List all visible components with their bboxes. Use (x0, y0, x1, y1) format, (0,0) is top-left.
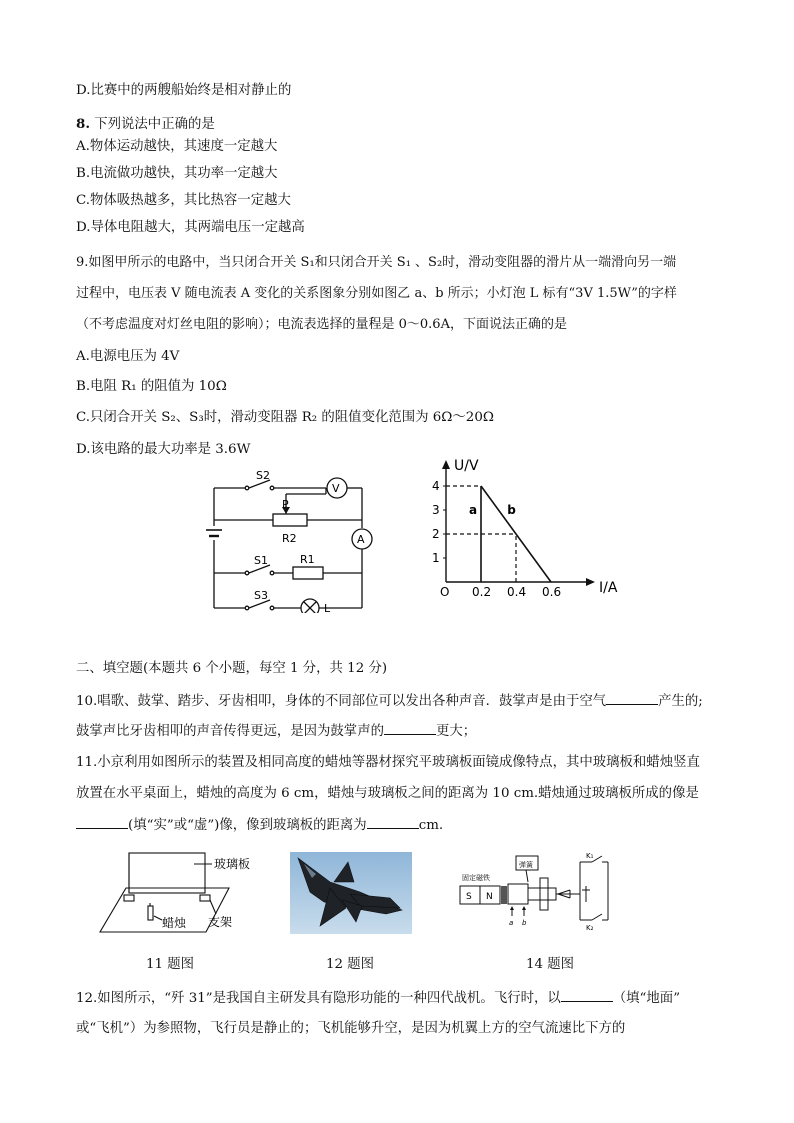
q8-stem-text: 下列说法中正确的是 (89, 117, 215, 132)
q11-line3-b: cm. (418, 818, 444, 833)
q9-option-b: B.电阻 R₁ 的阻值为 10Ω (76, 379, 227, 394)
fig14-caption: 14 题图 (526, 957, 575, 972)
fig14-a-label: a (509, 919, 514, 927)
fig12-caption: 12 题图 (326, 957, 375, 972)
q9-option-d: D.该电路的最大功率是 3.6W (76, 442, 251, 457)
fig14-spring-label: 弹簧 (519, 861, 533, 869)
fig12-fighter-jet-photo (290, 852, 412, 934)
q12-blank-1[interactable] (561, 989, 613, 1002)
q9-option-c: C.只闭合开关 S₂、S₃时，滑动变阻器 R₂ 的阻值变化范围为 6Ω～20Ω (76, 410, 494, 425)
fig11-glass-label: 玻璃板 (214, 857, 251, 871)
label-r2: R2 (282, 532, 297, 545)
q9-stem-line3: （不考虑温度对灯丝电阻的影响）；电流表选择的量程是 0～0.6A，下面说法正确的是 (76, 317, 567, 332)
x-tick-label-0.4: 0.4 (507, 585, 527, 599)
y-tick-label-4: 4 (432, 479, 440, 493)
fig14-n-label: N (486, 892, 493, 902)
circuit-diagram (200, 468, 375, 613)
label-s2: S2 (256, 469, 270, 482)
label-v: V (332, 482, 340, 495)
q11-line1: 11.小京利用如图所示的装置及相同高度的蜡烛等器材探究平玻璃板面镜成像特点，其中玻璃板和蜡烛竖直 (76, 755, 700, 770)
q11-line3-a: (填“实”或“虚”)像，像到玻璃板的距离为 (128, 818, 367, 833)
fig14-k1-label: K₁ (586, 852, 594, 860)
q10-line2-b: 更大； (435, 724, 477, 739)
y-axis-arrow (442, 460, 450, 469)
q10-line1-a: 10.唱歌、鼓掌、踏步、牙齿相叩，身体的不同部位可以发出各种声音．鼓掌声是由于空气 (76, 694, 607, 709)
fig14-s-label: S (466, 892, 472, 902)
y-tick-label-2: 2 (432, 527, 440, 541)
q11-line3 (76, 816, 443, 835)
label-p: P (282, 498, 289, 511)
q12-line1-b: （填“地面” (612, 991, 681, 1006)
fig11-stand-label: 支架 (208, 915, 233, 929)
x-axis-label: I/A (599, 580, 618, 596)
u-i-chart (420, 452, 620, 602)
label-r1: R1 (300, 553, 315, 566)
q8-option-c: C.物体吸热越多，其比热容一定越大 (76, 193, 291, 208)
y-tick-label-1: 1 (432, 551, 440, 565)
q8-option-b: B.电流做功越快，其功率一定越大 (76, 166, 278, 181)
section2-title: 二、填空题(本题共 6 个小题，每空 1 分，共 12 分) (76, 661, 388, 676)
q12-line1-a: 12.如图所示，“歼 31”是我国自主研发具有隐形功能的一种四代战机。飞行时，以 (76, 991, 561, 1006)
fig14-electromagnet-diagram (456, 848, 616, 934)
q8-stem (76, 115, 215, 134)
q11-line2: 放置在水平桌面上，蜡烛的高度为 6 cm，蜡烛与玻璃板之间的距离为 10 cm.蜡烛通过玻璃板所成的像是 (76, 786, 699, 801)
q11-blank-2[interactable] (367, 816, 419, 829)
fig14-b-label: b (522, 919, 527, 927)
y-tick-label-3: 3 (432, 503, 440, 517)
fig14-k2-label: K₂ (586, 924, 594, 932)
q9-stem-line2: 过程中，电压表 V 随电流表 A 变化的关系图象分别如图乙 a、b 所示；小灯泡 L 标有“3V 1.5W”的字样 (76, 286, 677, 301)
label-a: A (357, 533, 365, 546)
q8-option-d: D.导体电阻越大，其两端电压一定越高 (76, 220, 305, 235)
q7-option-d: D.比赛中的两艘船始终是相对静止的 (76, 83, 292, 98)
q10-line1-b: 产生的; (658, 694, 703, 709)
x-tick-label-0.2: 0.2 (472, 585, 492, 599)
fig11-glass-plate-setup (96, 848, 271, 940)
fig11-caption: 11 题图 (146, 957, 195, 972)
q8-option-a: A.物体运动越快，其速度一定越大 (76, 139, 278, 154)
x-tick-label-0.6: 0.6 (542, 585, 562, 599)
q12-line2: 或“飞机”）为参照物，飞行员是静止的；飞机能够升空，是因为机翼上方的空气流速比下方的 (76, 1021, 626, 1036)
q10-line2-a: 鼓掌声比牙齿相叩的声音传得更远，是因为鼓掌声的 (76, 724, 384, 739)
q9-option-a: A.电源电压为 4V (76, 349, 180, 364)
q11-blank-1[interactable] (76, 816, 128, 829)
y-axis-label: U/V (454, 458, 479, 474)
label-l: L (324, 602, 331, 613)
q10-line1 (76, 692, 703, 711)
fig11-candle-label: 蜡烛 (162, 916, 187, 930)
q8-number: 8. (76, 116, 90, 132)
q12-line1 (76, 989, 680, 1008)
q10-blank-1[interactable] (606, 692, 658, 705)
q9-stem-line1: 9.如图甲所示的电路中，当只闭合开关 S₁和只闭合开关 S₁ 、S₂时，滑动变阻器的滑片从一端滑向另一端 (76, 255, 677, 270)
series-b-label: b (507, 503, 516, 517)
label-s1: S1 (254, 554, 268, 567)
label-s3: S3 (254, 589, 268, 602)
series-a-label: a (469, 503, 478, 517)
origin-label: O (440, 585, 450, 599)
fig14-magnet-label: 固定磁铁 (462, 874, 490, 882)
q10-line2 (76, 722, 476, 741)
q10-blank-2[interactable] (384, 722, 436, 735)
x-axis-arrow (586, 578, 595, 586)
